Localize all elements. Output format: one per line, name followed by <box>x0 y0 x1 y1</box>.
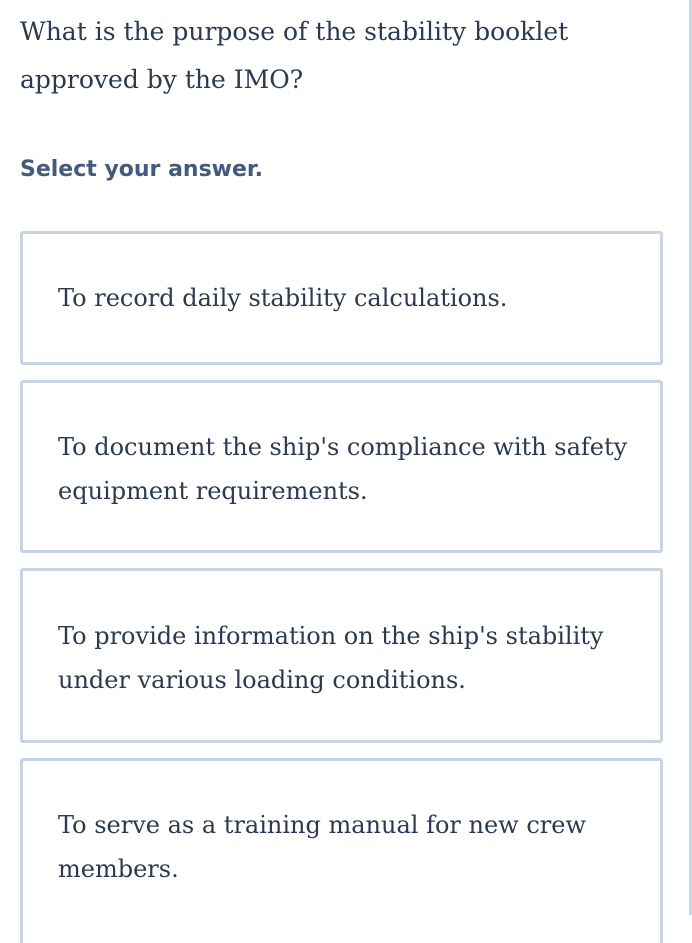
answer-option-3-label: To provide information on the ship's stability under various loading conditions. <box>58 622 604 694</box>
question-text: What is the purpose of the stability booklet approved by the IMO? <box>20 17 569 94</box>
answer-option-4-label: To serve as a training manual for new crew members. <box>58 811 586 883</box>
answer-option-1-label: To record daily stability calculations. <box>58 284 508 312</box>
instruction-text: Select your answer. <box>20 157 263 182</box>
answer-option-2[interactable] <box>20 380 663 553</box>
answer-option-2-label: To document the ship's compliance with safety equipment requirements. <box>58 433 628 505</box>
answer-option-1[interactable] <box>20 231 663 365</box>
answer-option-4[interactable] <box>20 758 663 943</box>
answer-option-3[interactable] <box>20 568 663 743</box>
